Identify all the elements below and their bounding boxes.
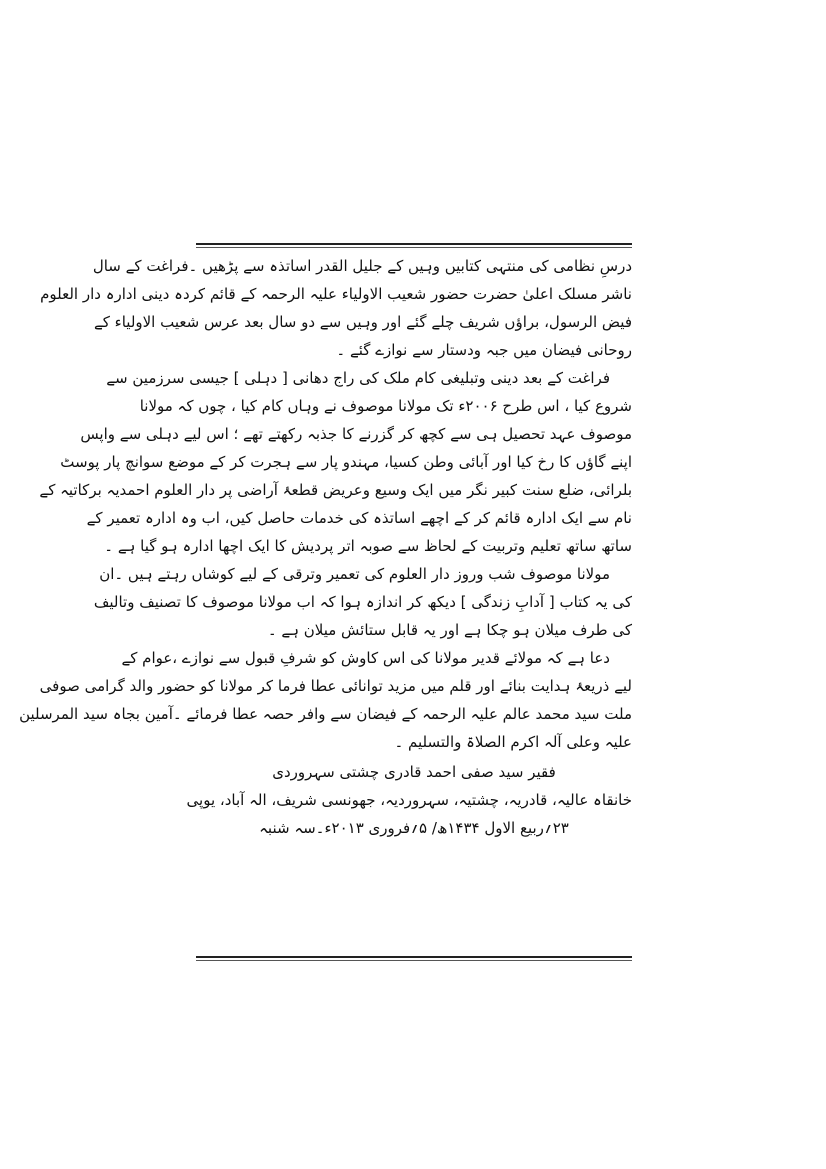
- text-line: درسِ نظامی کی منتہی کتابیں وہیں کے جلیل القدر اساتذہ سے پڑھیں ۔فراغت کے سال: [92, 257, 632, 275]
- signature-name: فقیر سید صفی احمد قادری چشتی سہروردی: [272, 763, 556, 781]
- top-rule: [196, 243, 632, 248]
- paragraph-3: [93, 560, 632, 644]
- paragraph-2: [39, 364, 632, 560]
- page-body: [19, 252, 632, 842]
- text-line: مولانا موصوف شب وروز دار العلوم کی تعمیر وترقی کے لیے کوشاں رہتے ہیں ۔ان: [99, 565, 610, 583]
- text-line: شروع کیا ، اس طرح ۲۰۰۶ء تک مولانا موصوف نے وہاں کام کیا ، چوں کہ مولانا: [139, 397, 632, 415]
- text-line: علیہ وعلی آلہ اکرم الصلاۃ والتسلیم ۔: [394, 733, 632, 751]
- text-line: نام سے ایک ادارہ قائم کر کے اچھے اساتذہ کی خدمات حاصل کیں، اب وہ ادارہ تعمیر کے: [86, 509, 632, 527]
- bottom-rule: [196, 956, 632, 961]
- text-line: ساتھ ساتھ تعلیم وتربیت کے لحاظ سے صوبہ اتر پردیش کا ایک اچھا ادارہ ہو گیا ہے ۔: [104, 537, 632, 555]
- text-line: اپنے گاؤں کا رخ کیا اور آبائی وطن کسیا، مہندو پار سے ہجرت کر کے موضع سوانچ پار پوسٹ: [60, 453, 632, 471]
- signature-block: [186, 758, 632, 842]
- text-line: موصوف عہد تحصیل ہی سے کچھ کر گزرنے کا جذبہ رکھتے تھے ؛ اس لیے دہلی سے واپس: [80, 425, 632, 443]
- text-line: ناشر مسلک اعلیٰ حضرت حضور شعیب الاولیاء علیہ الرحمہ کے قائم کردہ دینی ادارہ دار العلوم: [40, 285, 632, 303]
- text-line: فیض الرسول، براؤں شریف چلے گئے اور وہیں سے دو سال بعد عرس شعیب الاولیاء کے: [93, 313, 632, 331]
- text-line: فراغت کے بعد دینی وتبلیغی کام ملک کی راج دھانی [ دہلی ] جیسی سرزمین سے: [106, 369, 610, 387]
- text-line: لیے ذریعۂ ہدایت بنائے اور قلم میں مزید توانائی عطا فرما کر مولانا کو حضور والد گرامی صوفی: [39, 677, 632, 695]
- text-line: ملت سید محمد عالم علیہ الرحمہ کے فیضان سے وافر حصہ عطا فرمائے ۔آمین بجاہ سید المرسلین: [19, 705, 632, 723]
- paragraph-1: [40, 252, 632, 364]
- text-line: بلرائی، ضلع سنت کبیر نگر میں ایک وسیع وعریض قطعۂ آراضی پر دار العلوم احمدیہ برکاتیہ کے: [39, 481, 632, 499]
- text-line: کی یہ کتاب [ آدابِ زندگی ] دیکھ کر اندازہ ہوا کہ اب مولانا موصوف کا تصنیف وتالیف: [93, 593, 632, 611]
- text-line: دعا ہے کہ مولائے قدیر مولانا کی اس کاوش کو شرفِ قبول سے نوازے ،عوام کے: [121, 649, 610, 667]
- paragraph-4: [19, 644, 632, 756]
- signature-address: خانقاہ عالیہ، قادریہ، چشتیہ، سہروردیہ، جھونسی شریف، الہ آباد، یوپی: [186, 791, 632, 809]
- text-line: کی طرف میلان ہو چکا ہے اور یہ قابل ستائش میلان ہے ۔: [267, 621, 632, 639]
- text-line: روحانی فیضان میں جبہ ودستار سے نوازے گئے ۔: [336, 341, 632, 359]
- signature-date: ۲۳؍ربیع الاول ۱۴۳۴ھ/ ۵؍فروری ۲۰۱۳ء۔سہ شنبہ: [259, 819, 569, 837]
